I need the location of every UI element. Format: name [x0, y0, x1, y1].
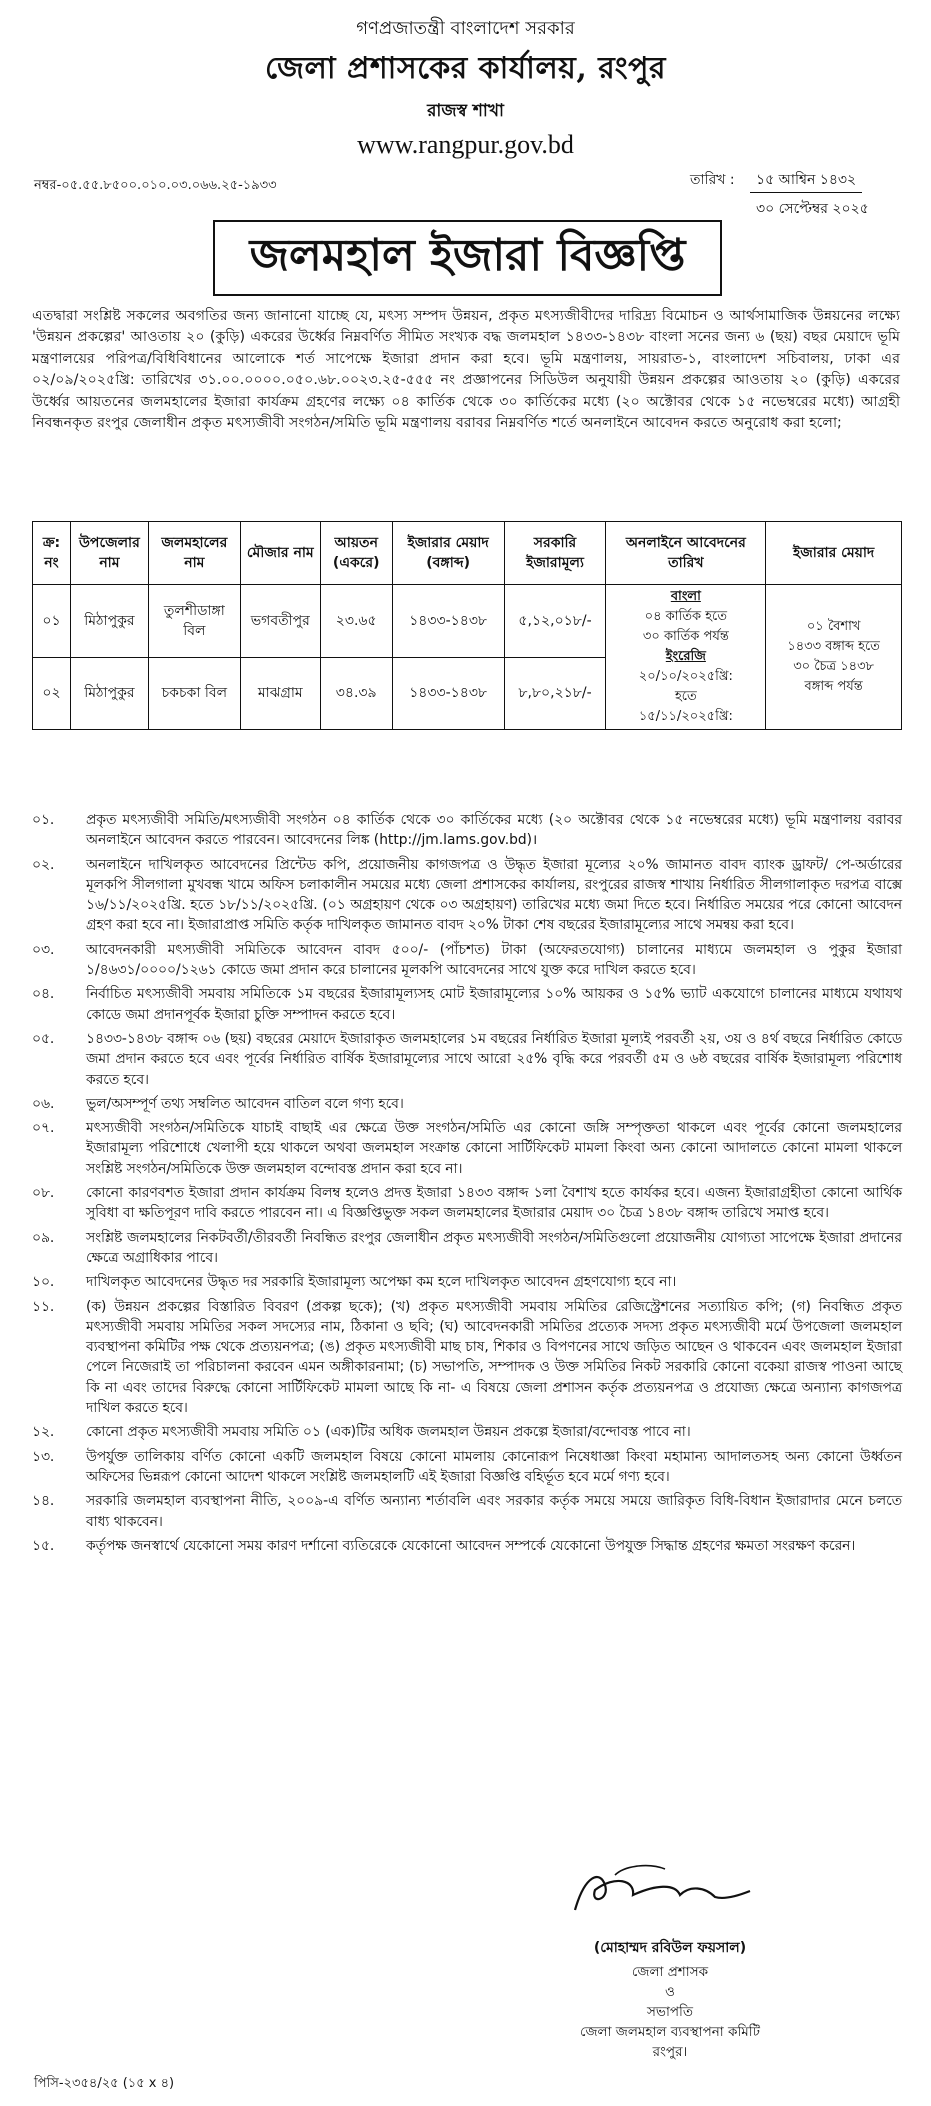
signatory-name: (মোহাম্মদ রবিউল ফয়সাল)	[593, 1940, 747, 1956]
lease-term-line2: ১৪৩৩ বঙ্গাব্দ হতে	[787, 639, 880, 654]
condition-number: ০১.	[32, 812, 55, 828]
signatory-conj: ও	[665, 1984, 675, 2000]
intro-paragraph: এতদ্বারা সংশ্লিষ্ট সকলের অবগতির জন্য জানানো যাচ্ছে যে, মৎস্য সম্পদ উন্নয়ন, প্রকৃত মৎস্যজীবীদের দারিদ্র্য বিমোচন ও আর্থসামাজিক উন্নয়নের লক্ষ্যে 'উন্নয়ন প্রকল্পের' আওতায় ২০ (কুড়ি) একরের উর্ধ্বের নিম্নবর্ণিত সীমিত সংখ্যক বদ্ধ জলমহাল ১৪৩৩-১৪৩৮ বাংলা সনের জন্য ৬ (ছয়) বছর মেয়াদে ভূমি মন্ত্রণালয়ের পরিপত্র/বিধিবিধানের আলোকে শর্ত সাপেক্ষে ইজারা প্রদান করা হবে। ভূমি মন্ত্রণালয়, সায়রাত-১, বাংলাদেশ সচিবালয়, ঢাকা এর ০২/০৯/২০২৫খ্রি: তারিখের ৩১.০০.০০০০.০৫০.৬৮.০০২৩.২৫-৫৫৫ নং প্রজ্ঞাপনের সিডিউল অনুযায়ী উন্নয়ন প্রকল্পের আওতায় ২০ (কুড়ি) একরের উর্ধ্বের আয়তনের জলমহালের ইজারা কার্যক্রম গ্রহণের লক্ষ্যে ০৪ কার্তিক থেকে ৩০ কার্তিকের মধ্যে (২০ অক্টোবর থেকে ১৫ নভেম্বরের মধ্যে) আগ্রহী নিবন্ধনকৃত রংপুর জেলাধীন প্রকৃত মৎস্যজীবী সংগঠন/সমিতি ভূমি মন্ত্রণালয় বরাবর নিম্নবর্ণিত শর্তে অনলাইনে আবেদন করতে অনুরোধ করা হলো;	[32, 308, 900, 432]
jalmahal-table	[32, 521, 902, 730]
condition-number: ১৩.	[32, 1448, 55, 1465]
condition-number: ০৮.	[32, 1185, 55, 1202]
cell-apply-date	[606, 585, 766, 730]
condition-text: ১৪৩৩-১৪৩৮ বঙ্গাব্দ ০৬ (ছয়) বছরের মেয়াদে ইজারাকৃত জলমহালের ১ম বছরের নির্ধারিত ইজারা মূল্যই পরবর্তী ২য়, ৩য় ও ৪র্থ বছরে নির্ধারিত কোডে জমা প্রদান করতে হবে এবং পূর্বের নির্ধারিত বার্ষিক ইজারামূল্যের সাথে আরো ২৫% বৃদ্ধি করে পরবর্তী ৫ম ও ৬ষ্ঠ বছরের বার্ষিক ইজারামূল্য পরিশোধ করতে হবে।	[86, 1030, 902, 1088]
date-english: ৩০ সেপ্টেম্বর ২০২৫	[756, 201, 869, 217]
signatory-block	[555, 1962, 785, 2062]
condition-text: কোনো প্রকৃত মৎস্যজীবী সমবায় সমিতি ০১ (এক)টির অধিক জলমহাল উন্নয়ন প্রকল্পে ইজারা/বন্দোবস্ত পাবে না।	[86, 1424, 691, 1441]
condition-item	[32, 984, 902, 1025]
lease-term-line3: ৩০ চৈত্র ১৪৩৮	[793, 659, 874, 674]
condition-item	[32, 1422, 902, 1442]
notice-title: জলমহাল ইজারা বিজ্ঞপ্তি	[213, 220, 722, 296]
cell-price: ৮,৮০,২১৮/-	[504, 657, 606, 730]
apply-bangla-to: ৩০ কার্তিক পর্যন্ত	[642, 629, 729, 644]
condition-item	[32, 1228, 902, 1269]
cell-price: ৫,১২,০১৮/-	[504, 585, 606, 658]
condition-number: ১০.	[32, 1274, 55, 1291]
signatory-role: সভাপতি	[646, 2004, 694, 2020]
condition-number: ০৯.	[32, 1229, 55, 1246]
col-header-period: ইজারার মেয়াদ (বঙ্গাব্দ)	[392, 522, 504, 585]
website-link[interactable]: www.rangpur.gov.bd	[357, 130, 574, 159]
date-label: তারিখ :	[690, 172, 735, 188]
cell-jalmahal: তুলশীডাঙ্গা বিল	[148, 585, 240, 658]
condition-text: নির্বাচিত মৎস্যজীবী সমবায় সমিতিকে ১ম বছরের ইজারামূল্যসহ মোট ইজারামূল্যের ১০% আয়কর ও ১৫% ভ্যাট একযোগে চালানের মাধ্যমে যথাযথ কোডে জমা প্রদানপূর্বক ইজারা চুক্তি সম্পাদন করতে হবে।	[86, 986, 902, 1023]
condition-item	[32, 1118, 902, 1179]
date-block	[690, 168, 900, 221]
condition-number: ০৫.	[32, 1030, 55, 1047]
cell-jalmahal: চকচকা বিল	[148, 657, 240, 730]
col-header-area: আয়তন (একরে)	[320, 522, 392, 585]
condition-item	[32, 1183, 902, 1224]
condition-text: দাখিলকৃত আবেদনের উদ্ধৃত দর সরকারি ইজারামূল্য অপেক্ষা কম হলে দাখিলকৃত আবেদন গ্রহণযোগ্য হবে না।	[86, 1274, 677, 1291]
condition-text: কোনো কারণবশত ইজারা প্রদান কার্যক্রম বিলম্ব হলেও প্রদত্ত ইজারা ১৪৩৩ বঙ্গাব্দ ১লা বৈশাখ হতে কার্যকর হবে। এজন্য ইজারাগ্রহীতা কোনো আর্থিক সুবিধা বা ক্ষতিপূরণ দাবি করতে পারবেন না। এ বিজ্ঞপ্তিভুক্ত সকল জলমহালের ইজারার মেয়াদ ৩০ চৈত্র ১৪৩৮ বঙ্গাব্দ তারিখে সমাপ্ত হবে।	[86, 1185, 902, 1222]
cell-sl: ০২	[33, 657, 71, 730]
condition-item	[32, 855, 902, 936]
lease-term-line4: বঙ্গাব্দ পর্যন্ত	[804, 679, 863, 694]
condition-text: প্রকৃত মৎস্যজীবী সমিতি/মৎস্যজীবী সংগঠন ০৪ কার্তিক থেকে ৩০ কার্তিকের মধ্যে (২০ অক্টোবর থেকে ১৫ নভেম্বরের মধ্যে) ভূমি মন্ত্রণালয় বরাবর অনলাইনে আবেদন করতে পারবেন। আবেদনের লিঙ্ক (http://jm.lams.gov.bd)।	[86, 812, 902, 849]
condition-number: ১১.	[32, 1298, 55, 1315]
government-name: গণপ্রজাতন্ত্রী বাংলাদেশ সরকার	[356, 18, 575, 39]
apply-bangla-label: বাংলা	[670, 589, 701, 604]
signatory-place: রংপুর।	[652, 2044, 688, 2060]
apply-bangla-from: ০৪ কার্তিক হতে	[644, 609, 728, 624]
col-header-apply-date: অনলাইনে আবেদনের তারিখ	[606, 522, 766, 585]
condition-item	[32, 1536, 902, 1556]
condition-text: উপর্যুক্ত তালিকায় বর্ণিত কোনো একটি জলমহাল বিষয়ে কোনো মামলায় কোনোরূপ নিষেধাজ্ঞা কিংবা মহামান্য আদালতসহ অন্য কোনো উর্ধ্বতন অফিসের ভিন্নরূপ কোনো আদেশ থাকলে সংশ্লিষ্ট জলমহালটি এই ইজারা বিজ্ঞপ্তি বহির্ভূত হবে মর্মে গণ্য হবে।	[86, 1448, 902, 1485]
condition-number: ০২.	[32, 856, 55, 873]
col-header-upazila: উপজেলার নাম	[70, 522, 148, 585]
condition-number: ০৭.	[32, 1120, 55, 1137]
condition-text: কর্তৃপক্ষ জনস্বার্থে যেকোনো সময় কারণ দর্শানো ব্যতিরেকে যেকোনো আবেদন সম্পর্কে যেকোনো উপযুক্ত সিদ্ধান্ত গ্রহণের ক্ষমতা সংরক্ষণ করেন।	[86, 1537, 856, 1554]
office-name: জেলা প্রশাসকের কার্যালয়, রংপুর	[264, 51, 667, 86]
col-header-mouza: মৌজার নাম	[240, 522, 320, 585]
condition-text: মৎস্যজীবী সংগঠন/সমিতিকে যাচাই বাছাই এর ক্ষেত্রে উক্ত সংগঠন/সমিতি এর কোনো জঙ্গি সম্পৃক্ততা থাকলে এবং পূর্বের কোনো জলমহালের ইজারামূল্য পরিশোধে খেলাপী হয়ে থাকলে অথবা জলমহাল সংক্রান্ত কোনো সার্টিফিকেট মামলা কিংবা অন্য কোনো আদালতে কোনো মামলা থাকলে সংশ্লিষ্ট সংগঠন/সমিতিকে উক্ত জলমহাল বন্দোবস্ত প্রদান করা হবে না।	[86, 1120, 902, 1177]
condition-text: (ক) উন্নয়ন প্রকল্পের বিস্তারিত বিবরণ (প্রকল্প ছকে); (খ) প্রকৃত মৎস্যজীবী সমবায় সমিতির রেজিস্ট্রেশনের সত্যায়িত কপি; (গ) নিবন্ধিত প্রকৃত মৎস্যজীবী সমবায় সমিতির সকল সদস্যের নাম, ঠিকানা ও ছবি; (ঘ) আবেদনকারী সমিতির প্রত্যেক সদস্য প্রকৃত মৎস্যজীবী মর্মে উপজেলা জলমহাল ব্যবস্থাপনা কমিটির পক্ষ থেকে প্রত্যয়নপত্র; (ঙ) প্রকৃত মৎস্যজীবী মাছ চাষ, শিকার ও বিপণনের সাথে জড়িত আছেন ও থাকবেন এবং জলমহাল ইজারা পেলে নিজেরাই তা পরিচালনা করবেন এমন অঙ্গীকারনামা; (চ) সভাপতি, সম্পাদক ও উক্ত সমিতির নিকট সরকারি কোনো বকেয়া রাজস্ব পাওনা আছে কি না এবং তাদের বিরুদ্ধে কোনো সার্টিফিকেট মামলা আছে কি না- এ বিষয়ে জেলা প্রশাসন কর্তৃক প্রত্যয়নপত্র ও প্রযোজ্য ক্ষেত্রে অন্যান্য কাগজপত্র দাখিল করতে হবে।	[86, 1298, 902, 1417]
table-header-row	[33, 522, 902, 585]
col-header-lease-term: ইজারার মেয়াদ	[766, 522, 902, 585]
condition-number: ১৪.	[32, 1493, 55, 1510]
cell-period: ১৪৩৩-১৪৩৮	[392, 585, 504, 658]
condition-text: সংশ্লিষ্ট জলমহালের নিকটবর্তী/তীরবর্তী নিবন্ধিত রংপুর জেলাধীন প্রকৃত মৎস্যজীবী সংগঠন/সমিতিগুলো প্রয়োজনীয় যোগ্যতা সাপেক্ষে ইজারা প্রদানের ক্ষেত্রে অগ্রাধিকার পাবে।	[86, 1229, 902, 1266]
cell-upazila: মিঠাপুকুর	[70, 657, 148, 730]
date-bangla: ১৫ আশ্বিন ১৪৩২	[750, 168, 862, 193]
condition-item	[32, 1491, 902, 1532]
apply-english-from: ২০/১০/২০২৫খ্রি:	[638, 669, 733, 684]
condition-text: সরকারি জলমহাল ব্যবস্থাপনা নীতি, ২০০৯-এ বর্ণিত অন্যান্য শর্তাবলি এবং সরকার কর্তৃক সময়ে সময়ে জারিকৃত বিধি-বিধান ইজারাদার মেনে চলতে বাধ্য থাকবেন।	[86, 1493, 902, 1530]
col-header-price: সরকারি ইজারামূল্য	[504, 522, 606, 585]
signatory-designation: জেলা প্রশাসক	[631, 1964, 709, 1980]
condition-text: আবেদনকারী মৎস্যজীবী সমিতিকে আবেদন বাবদ ৫০০/- (পাঁচশত) টাকা (অফেরতযোগ্য) চালানের মাধ্যমে জলমহাল ও পুকুর ইজারা ১/৪৬৩১/০০০০/১২৬১ কোডে জমা প্রদান করে চালানের মূলকপি আবেদনের সাথে যুক্ত করে দাখিল করতে হবে।	[86, 941, 902, 979]
table-row	[33, 585, 902, 658]
condition-item	[32, 1297, 902, 1419]
condition-number: ১২.	[32, 1424, 55, 1441]
condition-item	[32, 1447, 902, 1488]
memo-number: নম্বর-০৫.৫৫.৮৫০০.০১০.০৩.০৬৬.২৫-১৯৩৩	[34, 178, 277, 193]
lease-term-line1: ০১ বৈশাখ	[806, 619, 861, 634]
cell-mouza: মাঝগ্রাম	[240, 657, 320, 730]
condition-item	[32, 1094, 902, 1114]
condition-number: ০৪.	[32, 986, 55, 1003]
handwritten-signature	[555, 1855, 765, 1925]
condition-text: ভুল/অসম্পূর্ণ তথ্য সম্বলিত আবেদন বাতিল বলে গণ্য হবে।	[86, 1095, 404, 1112]
apply-english-mid: হতে	[674, 689, 697, 704]
cell-area: ২৩.৬৫	[320, 585, 392, 658]
cell-area: ৩৪.৩৯	[320, 657, 392, 730]
condition-number: ০৩.	[32, 941, 55, 958]
cell-period: ১৪৩৩-১৪৩৮	[392, 657, 504, 730]
cell-sl: ০১	[33, 585, 71, 658]
condition-number: ০৬.	[32, 1095, 55, 1112]
cell-upazila: মিঠাপুকুর	[70, 585, 148, 658]
condition-item	[32, 810, 902, 851]
condition-text: অনলাইনে দাখিলকৃত আবেদনের প্রিন্টেড কপি, প্রয়োজনীয় কাগজপত্র ও উদ্ধৃত ইজারা মূল্যের ২০% জামানত বাবদ ব্যাংক ড্রাফট/ পে-অর্ডারের মূলকপি সীলগালা মুখবন্ধ খামে অফিস চলাকালীন সময়ের মধ্যে জেলা প্রশাসকের কার্যালয়, রংপুরের রাজস্ব শাখায় নির্ধারিত সীলগালাকৃত দরপত্র বাক্সে ১৬/১১/২০২৫খ্রি. হতে ১৮/১১/২০২৫খ্রি. (০১ অগ্রহায়ণ থেকে ০৩ অগ্রহায়ণ) তারিখের মধ্যে জমা দিতে হবে। নির্ধারিত সময়ের পরে কোনো আবেদন গ্রহণ করা হবে না। ইজারাপ্রাপ্ত সমিতি কর্তৃক দাখিলকৃত জামানত বাবদ ২০% টাকা শেষ বছরের ইজারামূল্যের সাথে সমন্বয় করা হবে।	[86, 856, 902, 934]
col-header-sl: ক্র: নং	[33, 522, 71, 585]
signatory-committee: জেলা জলমহাল ব্যবস্থাপনা কমিটি	[579, 2024, 761, 2040]
col-header-jalmahal: জলমহালের নাম	[148, 522, 240, 585]
apply-english-label: ইংরেজি	[665, 649, 706, 664]
condition-number: ১৫.	[32, 1537, 55, 1554]
branch-name: রাজস্ব শাখা	[427, 101, 504, 121]
apply-english-to: ১৫/১১/২০২৫খ্রি:	[638, 709, 733, 724]
footer-code: পিসি-২৩৫৪/২৫ (১৫ x ৪)	[34, 2076, 175, 2091]
condition-item	[32, 940, 902, 981]
condition-item	[32, 1272, 902, 1292]
cell-mouza: ভগবতীপুর	[240, 585, 320, 658]
condition-item	[32, 1029, 902, 1090]
cell-lease-term	[766, 585, 902, 730]
conditions-list	[32, 810, 902, 1560]
